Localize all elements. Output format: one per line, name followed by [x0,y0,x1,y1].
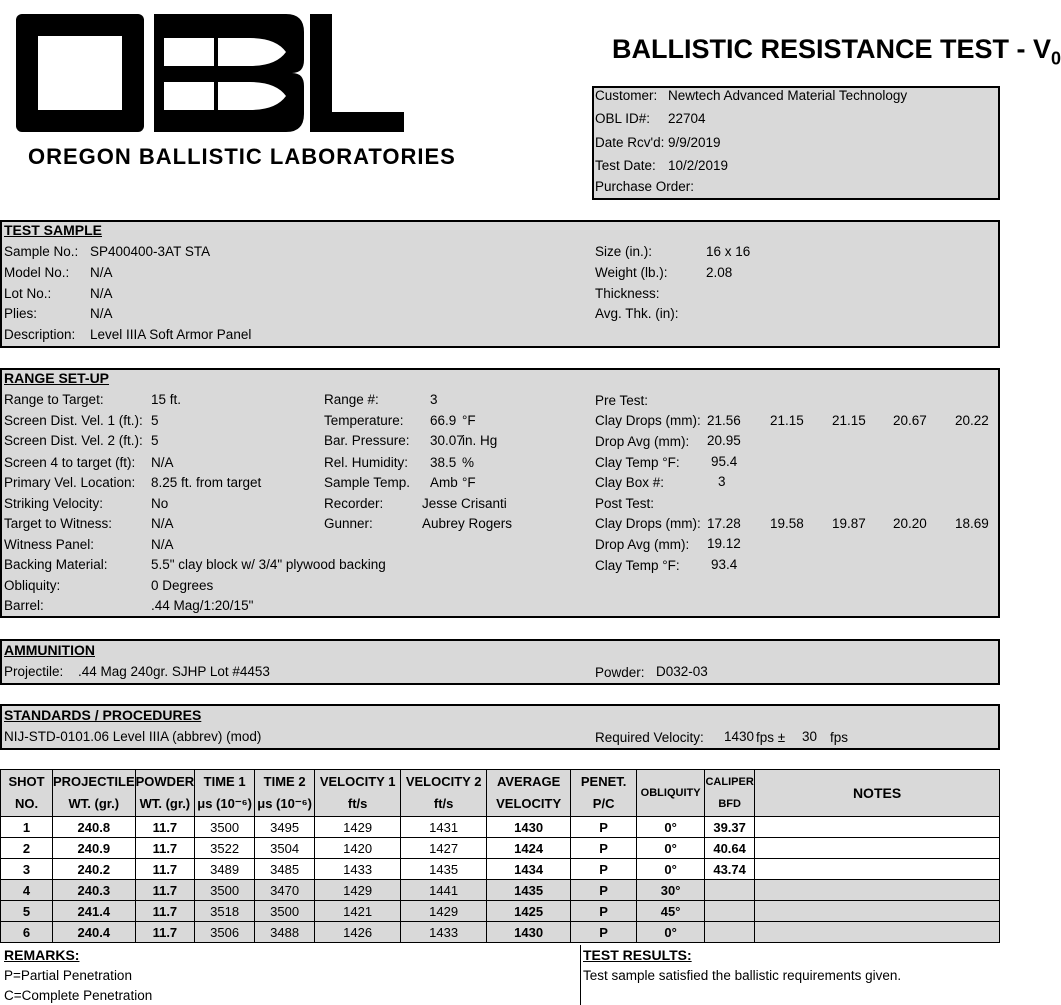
table-cell: 1420 [315,838,401,859]
remark-line-1: P=Partial Penetration [4,968,132,983]
info-label: Purchase Order: [595,179,695,194]
range-value: N/A [151,455,174,470]
post-clay-drop-value: 18.69 [955,516,989,531]
table-cell [755,922,1000,943]
required-velocity-label: Required Velocity: [595,730,704,745]
shot-table [0,769,1000,943]
column-header-line-2: ft/s [347,796,368,811]
range-mid-unit: in. Hg [462,433,498,448]
range-mid-value: 66.9 [430,413,457,428]
range-mid-unit: °F [462,413,476,428]
sample-right-value: 16 x 16 [706,244,751,259]
range-label: Target to Witness: [4,516,113,531]
column-header-line-1: OBLIQUITY [640,787,701,799]
table-cell: P [571,901,637,922]
table-cell: 0° [637,838,705,859]
table-cell: 3500 [195,880,255,901]
projectile-value: .44 Mag 240gr. SJHP Lot #4453 [78,664,270,679]
table-cell: 0° [637,922,705,943]
table-cell: 3488 [255,922,315,943]
table-row [1,880,1000,901]
column-header-line-2: μs (10⁻⁶) [197,796,252,811]
column-header [705,770,755,817]
table-cell [755,859,1000,880]
table-row [1,901,1000,922]
range-mid-value: 3 [430,392,438,407]
remarks-header: REMARKS: [4,947,80,963]
sample-right-label: Weight (lb.): [595,265,668,280]
pre-clay-temp-label: Clay Temp °F: [595,455,680,470]
column-header-line-1: PENET. [580,774,627,789]
table-cell: 1435 [487,880,571,901]
post-clay-drop-value: 20.20 [893,516,927,531]
table-cell: 4 [1,880,53,901]
range-mid-unit: °F [462,475,476,490]
table-cell: 241.4 [53,901,136,922]
sample-label: Model No.: [4,265,70,280]
lab-name: OREGON BALLISTIC LABORATORIES [28,144,456,169]
range-label: Screen Dist. Vel. 1 (ft.): [4,413,143,428]
table-cell: 240.9 [53,838,136,859]
range-mid-label: Range #: [324,392,379,407]
column-header [53,770,136,817]
sample-value: N/A [90,265,113,280]
table-cell: 1441 [401,880,487,901]
table-cell: 11.7 [135,838,195,859]
range-mid-label: Rel. Humidity: [324,455,409,470]
report-title [612,34,1061,69]
range-label: Striking Velocity: [4,496,104,511]
post-drop-avg-label: Drop Avg (mm): [595,537,690,552]
column-header-line-1: PROJECTILE [53,774,135,789]
pre-clay-drop-value: 20.67 [893,413,927,428]
ammunition-header: AMMUNITION [4,642,95,658]
range-setup-header: RANGE SET-UP [4,370,110,386]
sample-right-label: Size (in.): [595,244,653,259]
post-drop-avg-value: 19.12 [707,536,741,551]
sample-right-value: 2.08 [706,265,733,280]
table-cell: 240.3 [53,880,136,901]
range-label: Range to Target: [4,392,104,407]
info-label: OBL ID#: [595,111,651,126]
table-cell: 0° [637,859,705,880]
clay-box-value: 3 [718,474,726,489]
remarks-section [0,945,581,1005]
range-value: 15 ft. [151,392,182,407]
column-header [1,770,53,817]
range-label: Backing Material: [4,557,108,572]
column-header [755,770,1000,817]
table-cell: 1433 [315,859,401,880]
table-cell: P [571,880,637,901]
table-cell: 45° [637,901,705,922]
range-mid-value: 38.5 [430,455,457,470]
table-cell: P [571,838,637,859]
column-header-line-1: TIME 2 [263,774,306,789]
table-cell: 3495 [255,817,315,838]
table-cell: 1429 [315,880,401,901]
post-test-label: Post Test: [595,496,655,511]
range-label: Obliquity: [4,578,61,593]
table-cell [705,922,755,943]
post-clay-drops-label: Clay Drops (mm): [595,516,701,531]
table-cell: 3522 [195,838,255,859]
column-header [637,770,705,817]
table-cell: 240.4 [53,922,136,943]
table-cell [755,880,1000,901]
range-mid-value: Jesse Crisanti [422,496,507,511]
required-velocity-value: 1430 [724,729,755,744]
range-label: Screen Dist. Vel. 2 (ft.): [4,433,143,448]
column-header [135,770,195,817]
sample-right-label: Avg. Thk. (in): [595,306,679,321]
velocity-tolerance: 30 [802,729,818,744]
table-cell: 3518 [195,901,255,922]
table-cell: 11.7 [135,859,195,880]
info-value: 10/2/2019 [668,158,729,173]
table-cell: 1421 [315,901,401,922]
column-header [571,770,637,817]
sample-value: N/A [90,286,113,301]
table-cell: 39.37 [705,817,755,838]
range-value: N/A [151,537,174,552]
table-cell: 1426 [315,922,401,943]
obl-logo [14,12,406,134]
column-header [195,770,255,817]
range-mid-label: Sample Temp. [324,475,411,490]
table-cell: 1425 [487,901,571,922]
column-header-line-2: WT. (gr.) [68,796,120,811]
range-mid-value: Amb [430,475,458,490]
post-clay-temp-value: 93.4 [711,557,738,572]
table-cell: 40.64 [705,838,755,859]
range-value: 5.5" clay block w/ 3/4" plywood backing [151,557,386,572]
table-cell [755,817,1000,838]
table-cell: 11.7 [135,901,195,922]
column-header-line-1: POWDER [135,774,195,789]
range-value: 5 [151,413,159,428]
procedure-value: NIJ-STD-0101.06 Level IIIA (abbrev) (mod) [4,729,262,744]
test-sample-header: TEST SAMPLE [4,222,103,238]
column-header [401,770,487,817]
table-cell: 1433 [401,922,487,943]
table-cell: 1424 [487,838,571,859]
info-value: 9/9/2019 [668,135,721,150]
range-mid-value: 30.07 [430,433,464,448]
pre-clay-drop-value: 21.56 [707,413,741,428]
standards-header: STANDARDS / PROCEDURES [4,707,202,723]
sample-label: Plies: [4,306,38,321]
table-cell: 3470 [255,880,315,901]
post-clay-drop-value: 17.28 [707,516,741,531]
remark-line-2: C=Complete Penetration [4,988,153,1003]
table-cell: 30° [637,880,705,901]
report-title-text: BALLISTIC RESISTANCE TEST - V [612,34,1052,64]
table-cell: 2 [1,838,53,859]
table-cell: 3489 [195,859,255,880]
table-cell [705,901,755,922]
info-label: Date Rcv'd: [595,135,665,150]
pre-clay-drop-value: 20.22 [955,413,989,428]
column-header-line-1: NOTES [852,785,902,801]
test-results-text: Test sample satisfied the ballistic requirements given. [583,968,902,983]
table-cell: 1431 [401,817,487,838]
range-mid-label: Recorder: [324,496,384,511]
table-header-row [1,770,1000,817]
info-label: Customer: [595,88,658,103]
pre-test-label: Pre Test: [595,393,649,408]
info-value: 22704 [668,111,706,126]
table-cell: 1429 [315,817,401,838]
info-label: Test Date: [595,158,656,173]
range-mid-value: Aubrey Rogers [422,516,513,531]
column-header-line-1: TIME 1 [203,774,246,789]
range-mid-label: Bar. Pressure: [324,433,410,448]
table-cell [755,901,1000,922]
range-value: No [151,496,169,511]
range-value: 0 Degrees [151,578,214,593]
range-setup-section [0,368,1000,618]
table-row [1,817,1000,838]
test-results-header: TEST RESULTS: [583,947,692,963]
table-cell: 5 [1,901,53,922]
sample-label: Sample No.: [4,244,79,259]
table-cell: 3 [1,859,53,880]
sample-label: Lot No.: [4,286,52,301]
test-results-section [580,945,1000,1005]
table-cell: 1434 [487,859,571,880]
table-cell: 43.74 [705,859,755,880]
column-header-line-2: BFD [718,798,741,810]
table-row [1,859,1000,880]
range-label: Primary Vel. Location: [4,475,136,490]
pre-clay-temp-value: 95.4 [711,454,738,469]
table-cell: 11.7 [135,817,195,838]
column-header-line-1: SHOT [8,774,45,789]
column-header-line-2: P/C [592,796,615,811]
table-cell: 1430 [487,922,571,943]
range-value: N/A [151,516,174,531]
table-cell: 1429 [401,901,487,922]
column-header-line-2: μs (10⁻⁶) [257,796,312,811]
report-title-sub: 0 [1051,48,1061,69]
post-clay-drop-value: 19.87 [832,516,866,531]
table-cell: 3500 [255,901,315,922]
table-cell: 3500 [195,817,255,838]
column-header-line-2: ft/s [433,796,454,811]
column-header-line-1: VELOCITY 1 [319,774,396,789]
table-cell: 240.2 [53,859,136,880]
table-cell [705,880,755,901]
column-header-line-2: NO. [14,796,39,811]
pre-clay-drop-value: 21.15 [770,413,804,428]
column-header [255,770,315,817]
pre-drop-avg-label: Drop Avg (mm): [595,434,690,449]
column-header-line-2: VELOCITY [496,796,562,811]
range-label: Screen 4 to target (ft): [4,455,136,470]
column-header-line-2: WT. (gr.) [139,796,191,811]
table-cell: 1 [1,817,53,838]
table-row [1,838,1000,859]
powder-label: Powder: [595,665,645,680]
table-cell: 3506 [195,922,255,943]
table-cell: P [571,817,637,838]
column-header [487,770,571,817]
range-mid-label: Temperature: [324,413,404,428]
table-cell: 0° [637,817,705,838]
pre-clay-drops-label: Clay Drops (mm): [595,413,701,428]
fps-plus-minus: fps ± [756,730,786,745]
table-row [1,922,1000,943]
table-cell: 3504 [255,838,315,859]
powder-value: D032-03 [656,664,708,679]
table-cell: P [571,922,637,943]
range-value: .44 Mag/1:20/15" [151,598,254,613]
obl-logo-mark [14,12,406,134]
fps-unit: fps [830,730,849,745]
table-cell: 6 [1,922,53,943]
range-value: 8.25 ft. from target [151,475,262,490]
sample-value: SP400400-3AT STA [90,244,211,259]
info-value: Newtech Advanced Material Technology [668,88,908,103]
column-header [315,770,401,817]
post-clay-drop-value: 19.58 [770,516,804,531]
sample-label: Description: [4,327,76,342]
table-cell: 11.7 [135,880,195,901]
column-header-line-1: VELOCITY 2 [405,774,482,789]
pre-clay-drop-value: 21.15 [832,413,866,428]
table-cell: 11.7 [135,922,195,943]
range-value: 5 [151,433,159,448]
table-cell: P [571,859,637,880]
post-clay-temp-label: Clay Temp °F: [595,558,680,573]
table-cell: 1427 [401,838,487,859]
table-cell: 1430 [487,817,571,838]
clay-box-label: Clay Box #: [595,475,665,490]
table-cell: 1435 [401,859,487,880]
sample-right-label: Thickness: [595,286,660,301]
table-cell [755,838,1000,859]
range-mid-label: Gunner: [324,516,373,531]
table-cell: 240.8 [53,817,136,838]
pre-drop-avg-value: 20.95 [707,433,741,448]
range-label: Barrel: [4,598,44,613]
column-header-line-1: CALIPER [705,776,754,788]
sample-value: Level IIIA Soft Armor Panel [90,327,252,342]
range-label: Witness Panel: [4,537,95,552]
column-header-line-1: AVERAGE [496,774,561,789]
range-mid-unit: % [462,455,475,470]
sample-value: N/A [90,306,113,321]
projectile-label: Projectile: [4,664,64,679]
table-cell: 3485 [255,859,315,880]
